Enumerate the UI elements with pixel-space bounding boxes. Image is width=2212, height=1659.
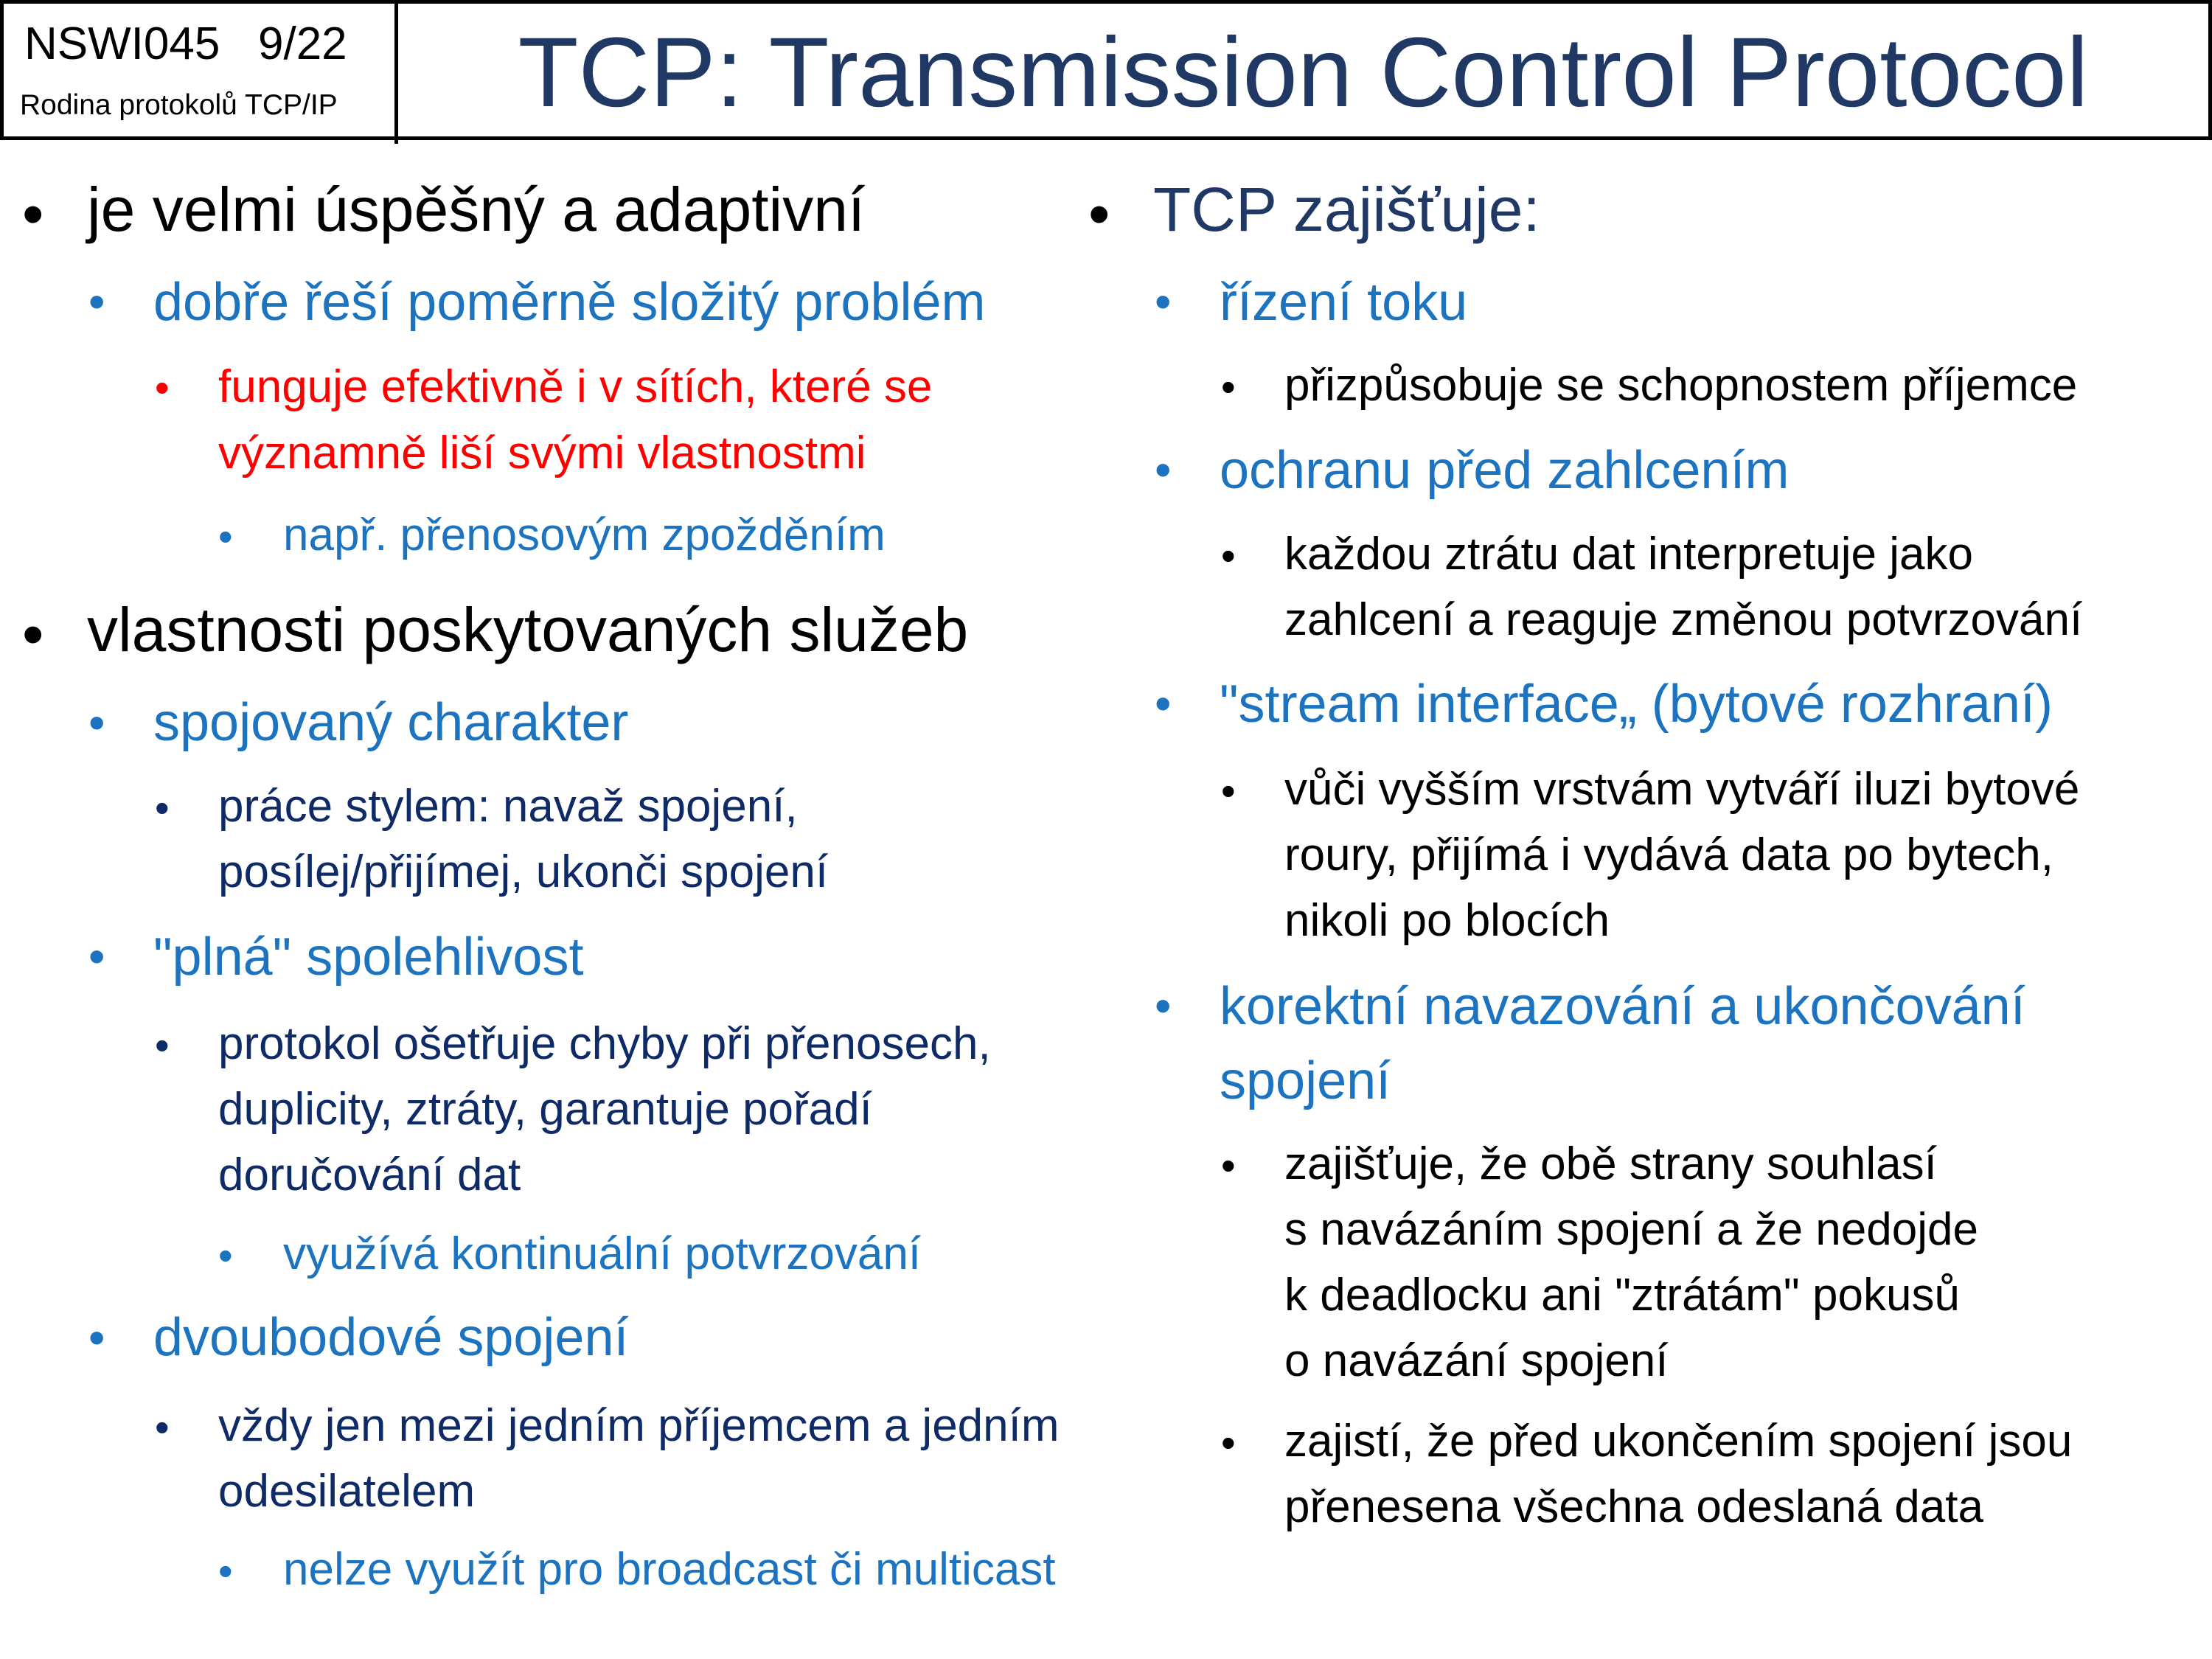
right-sub-1: řízení toku [1220,273,1468,332]
right-sub-4-line-2: spojení [1220,1051,1391,1110]
bullet-icon: • [88,275,105,328]
course-subtitle: Rodina protokolů TCP/IP [20,89,338,121]
bullet-icon: • [155,1404,170,1450]
bullet-icon: • [1221,364,1236,410]
bullet-icon: • [88,930,105,983]
bullet-icon: • [218,513,233,560]
left-item-2-sub-2: "plná" spolehlivost [153,928,584,987]
bullet-icon: • [1221,532,1236,579]
bullet-icon: • [22,599,44,669]
left-item-1-sub-1-a-i: např. přenosovým zpožděním [283,509,886,560]
bullet-icon: • [1221,1419,1236,1466]
bullet-icon: • [1155,443,1172,496]
bullet-icon: • [155,785,170,831]
bullet-icon: • [1221,768,1236,814]
bullet-icon: • [155,364,170,411]
right-item-1: TCP zajišťuje: [1153,175,1540,244]
left-item-1-sub-1: dobře řeší poměrně složitý problém [153,273,986,332]
bullet-icon: • [1221,1142,1236,1189]
left-item-2-sub-3-a-line-1: vždy jen mezi jedním příjemcem a jedním [218,1400,1060,1451]
left-item-1-sub-1-a-line-2: významně liší svými vlastnostmi [218,428,866,479]
left-item-2-sub-2-a-line-1: protokol ošetřuje chyby při přenosech, [218,1018,991,1069]
right-sub-4-a-line-1: zajišťuje, že obě strany souhlasí [1284,1138,1937,1189]
bullet-icon: • [218,1232,233,1279]
left-item-2-sub-3: dvoubodové spojení [153,1308,629,1367]
bullet-icon: • [1155,677,1172,730]
bullet-icon: • [155,1022,170,1068]
left-item-2-sub-1-a-line-1: práce stylem: navaž spojení, [218,781,798,832]
bullet-icon: • [88,696,105,749]
bullet-icon: • [1155,979,1172,1032]
right-sub-4-a-line-2: s navázáním spojení a že nedojde [1284,1204,1978,1255]
left-item-2-sub-3-a-line-2: odesilatelem [218,1466,476,1517]
bullet-icon: • [1088,179,1110,248]
course-info-box [4,4,398,144]
left-item-2-sub-2-a-i: využívá kontinuální potvrzování [283,1228,922,1279]
bullet-icon: • [1155,275,1172,328]
right-sub-3-a-line-3: nikoli po blocích [1284,895,1610,946]
slide-header [0,0,2212,140]
right-sub-4-a-line-3: k deadlocku ani "ztrátám" pokusů [1284,1270,1960,1321]
left-item-1: je velmi úspěšný a adaptivní [87,175,866,244]
bullet-icon: • [218,1548,233,1594]
left-item-2-sub-1: spojovaný charakter [153,693,629,752]
right-sub-2-a-line-2: zahlcení a reaguje změnou potvrzování [1284,594,2083,645]
bullet-icon: • [22,179,44,248]
right-sub-4-b-line-1: zajistí, že před ukončením spojení jsou [1284,1416,2073,1467]
left-item-2-sub-3-a-i: nelze využít pro broadcast či multicast [283,1544,1056,1595]
right-sub-2-a-line-1: každou ztrátu dat interpretuje jako [1284,529,1973,580]
right-sub-4-a-line-4: o navázání spojení [1284,1335,1669,1386]
right-sub-3-a-line-2: roury, přijímá i vydává data po bytech, [1284,830,2054,880]
left-item-1-sub-1-a-line-1: funguje efektivně i v sítích, které se [218,361,933,412]
left-item-2-sub-2-a-line-3: doručování dat [218,1150,521,1200]
right-sub-3-a-line-1: vůči vyšším vrstvám vytváří iluzi bytové [1284,764,2080,815]
right-sub-3: "stream interface„ (bytové rozhraní) [1220,675,2053,734]
right-sub-4-line-1: korektní navazování a ukončování [1220,977,2025,1036]
bullet-icon: • [88,1311,105,1364]
course-code: NSWI045 9/22 [24,18,347,69]
left-item-2-sub-1-a-line-2: posílej/přijímej, ukonči spojení [218,846,829,897]
left-item-2-sub-2-a-line-2: duplicity, ztráty, garantuje pořadí [218,1084,872,1135]
slide-title: TCP: Transmission Control Protocol [518,18,2089,128]
right-sub-4-b-line-2: přenesena všechna odeslaná data [1284,1481,1983,1532]
left-item-2: vlastnosti poskytovaných služeb [87,595,969,664]
right-sub-1-a: přizpůsobuje se schopnostem příjemce [1284,360,2078,411]
right-sub-2: ochranu před zahlcením [1220,441,1790,500]
